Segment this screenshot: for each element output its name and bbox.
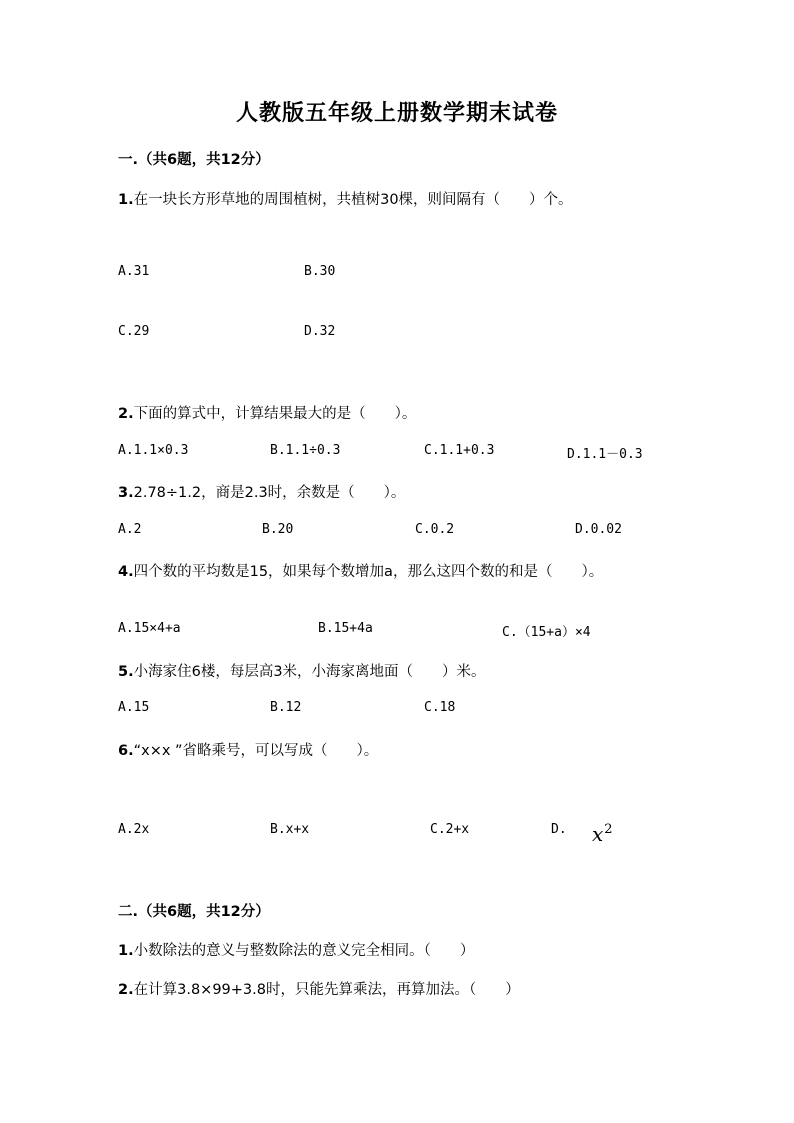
option-d: D.0.02: [575, 522, 622, 537]
question-number: 3.: [118, 485, 134, 501]
question-number: 4.: [118, 564, 134, 580]
section-one-heading: 一.（共6题，共12分）: [118, 152, 270, 168]
question-text: 下面的算式中，计算结果最大的是（ ）。: [133, 406, 417, 422]
math-x-squared: [592, 822, 613, 846]
option-b: B.1.1÷0.3: [270, 443, 341, 458]
question-number: 6.: [118, 743, 134, 759]
option-c: C.18: [424, 700, 456, 715]
question-number: 2.: [118, 982, 134, 998]
option-a: A.1.1×0.3: [118, 443, 189, 458]
option-d: D.32: [304, 324, 336, 339]
option-c: C.（15+a）×4: [502, 625, 591, 640]
question-6: [118, 739, 378, 760]
question-text: 小海家住6楼，每层高3米，小海家离地面（ ）米。: [133, 664, 486, 680]
option-c: C.29: [118, 324, 150, 339]
question-number: 2.: [118, 406, 134, 422]
option-c: C.1.1+0.3: [424, 443, 495, 458]
option-b: B.12: [270, 700, 302, 715]
question-text: 四个数的平均数是15，如果每个数增加a，那么这四个数的和是（ ）。: [133, 564, 604, 580]
option-a: A.31: [118, 264, 150, 279]
judge-question-2: [118, 978, 520, 999]
section-two-heading: 二.（共6题，共12分）: [118, 904, 270, 920]
math-base: x: [592, 822, 604, 846]
judge-question-1: [118, 939, 474, 960]
option-d: D.1.1－0.3: [567, 447, 643, 462]
option-b: B.30: [304, 264, 336, 279]
question-text: 在一块长方形草地的周围植树，共植树30棵，则间隔有（ ）个。: [133, 192, 573, 208]
option-d: D.: [551, 822, 567, 837]
question-number: 1.: [118, 192, 134, 208]
question-4: [118, 560, 603, 581]
question-5: [118, 660, 486, 681]
question-3: [118, 481, 405, 502]
question-number: 1.: [118, 943, 134, 959]
option-a: A.15: [118, 700, 150, 715]
option-b: B.x+x: [270, 822, 310, 837]
option-c: C.2+x: [430, 822, 470, 837]
option-b: B.15+4a: [318, 621, 373, 636]
question-text: 在计算3.8×99+3.8时，只能先算乘法，再算加法。（ ）: [133, 982, 520, 998]
option-a: A.2: [118, 522, 142, 537]
question-2: [118, 402, 416, 423]
option-a: A.2x: [118, 822, 150, 837]
question-text: “x×x ”省略乘号，可以写成（ ）。: [133, 743, 379, 759]
option-b: B.20: [262, 522, 294, 537]
exam-title: 人教版五年级上册数学期末试卷: [235, 100, 558, 126]
question-text: 2.78÷1.2，商是2.3时，余数是（ ）。: [133, 485, 406, 501]
option-a: A.15×4+a: [118, 621, 181, 636]
question-1: [118, 188, 573, 209]
question-text: 小数除法的意义与整数除法的意义完全相同。（ ）: [133, 943, 475, 959]
option-c: C.0.2: [415, 522, 455, 537]
question-number: 5.: [118, 664, 134, 680]
math-exponent: 2: [604, 822, 613, 838]
